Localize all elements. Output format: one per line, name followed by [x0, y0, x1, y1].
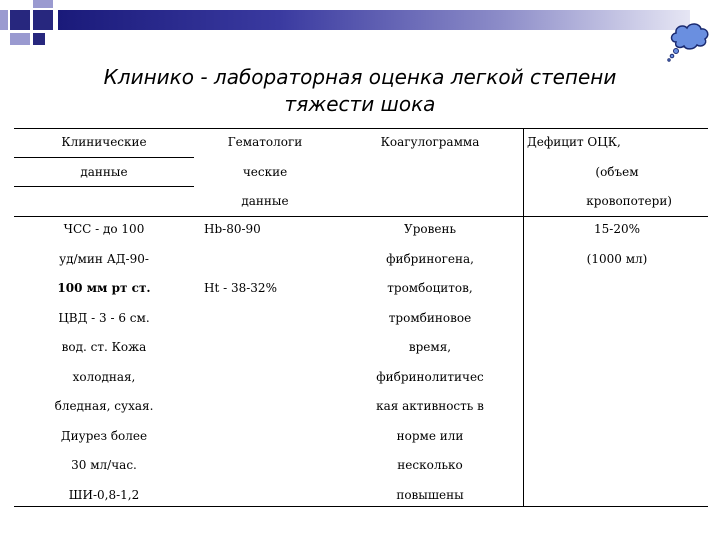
- title-line-1: Клинико - лабораторная оценка легкой степени: [103, 65, 617, 89]
- table-col-divider: [523, 128, 524, 506]
- decor-square: [33, 33, 45, 45]
- decor-square: [33, 10, 53, 30]
- header-deficit: Дефицит ОЦК, (объем кровопотери): [527, 135, 672, 208]
- coagulogram-data: Уровень фибриногена, тромбоцитов, тромбиновое время, фибринолитичес кая активность в норме или несколько повышены: [376, 222, 484, 502]
- title-line-2: тяжести шока: [284, 92, 436, 116]
- decor-square: [33, 0, 53, 8]
- hematology-ht: Ht - 38-32%: [204, 281, 277, 295]
- page-title: [40, 64, 680, 118]
- decor-square: [10, 10, 30, 30]
- header-clinical: Клинические данные: [61, 135, 147, 179]
- header-coagulogram: Коагулограмма: [380, 135, 480, 149]
- header-hematology: Гематологи ческие данные: [227, 135, 303, 208]
- deficit-data: 15-20% (1000 мл): [586, 222, 648, 266]
- decor-square: [0, 10, 8, 30]
- thought-cloud-icon: [664, 14, 714, 64]
- clinical-data: ЧСС - до 100 уд/мин АД-90- 100 мм рт ст. ЦВД - 3 - 6 см. вод. ст. Кожа холодная, бледная, сухая. Диурез более 30 мл/час. ШИ-0,8-1,2: [54, 222, 154, 502]
- hematology-hb: Hb-80-90: [204, 222, 261, 236]
- decor-square: [10, 33, 30, 45]
- header-band: [58, 10, 690, 30]
